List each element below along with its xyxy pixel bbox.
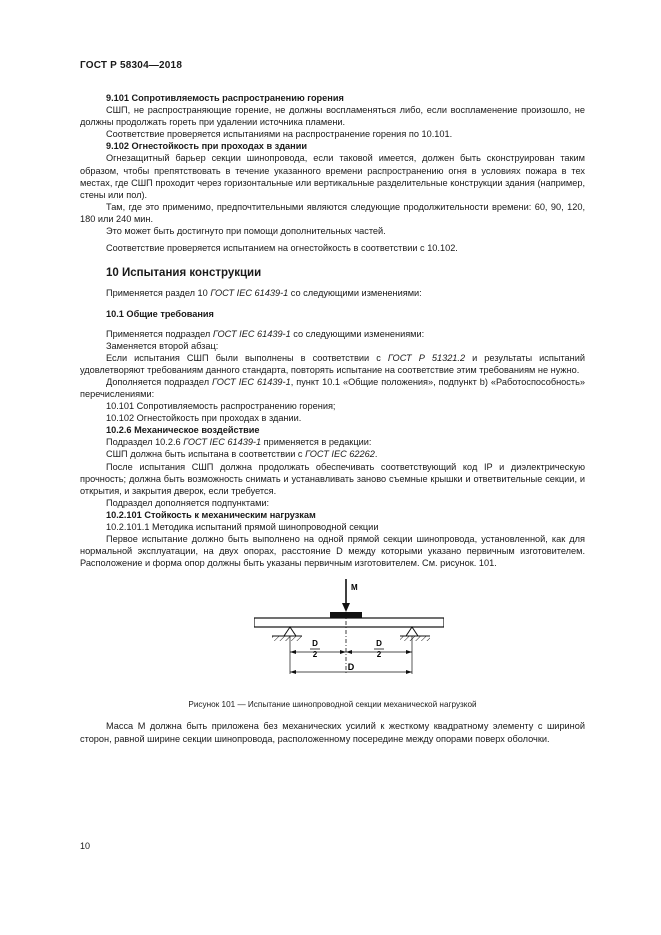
- figure-caption: Рисунок 101 — Испытание шинопроводной секции механической нагрузкой: [188, 700, 477, 710]
- heading-9-102: 9.102 Огнестойкость при проходах в здании: [106, 141, 308, 152]
- paragraph: Масса M должна быть приложена без механических усилий к жесткому квадратному элементу с шириной сторон, равной ширине секции шинопровода, расположенному посередине между опорами поверх оболочки.: [80, 721, 585, 744]
- paragraph: СШП, не распространяющие горение, не должны воспламеняться либо, если воспламенение произошло, не должны продолжать гореть при удалении источника пламени.: [80, 105, 585, 128]
- half-d-right-num: D: [376, 639, 382, 649]
- standard-reference: ГОСТ IEC 61439-1: [210, 288, 289, 299]
- right-ground-hatch: [400, 636, 430, 641]
- paragraph: Огнезащитный барьер секции шинопровода, если таковой имеется, должен быть сконструирован таким образом, чтобы препятствовать в течение указанного времени распространению огня в условиях пожара в тех местах, где СШП проходит через горизонтальные или вертикальные разделительные конструкции здания (например, стены или пол).: [80, 153, 585, 200]
- paragraph: Подраздел дополняется подпунктами:: [106, 497, 270, 508]
- paragraph: Первое испытание должно быть выполнено на одной прямой секции шинопровода, установленной, как для нормальной эксплуатации, на двух опорах, расстояние D между которыми указано первичным изготовителем. Расположение и форма опор должны быть указаны первичным изготовителем. См. рисунок. 101.: [80, 534, 585, 569]
- figure-101: [80, 576, 585, 699]
- paragraph: Соответствие проверяется испытаниями на распространение горения по 10.101.: [106, 129, 453, 140]
- left-support: [284, 627, 296, 636]
- list-item: 10.101 Сопротивляемость распространению горения;: [106, 401, 336, 412]
- heading-9-101: 9.101 Сопротивляемость распространению горения: [106, 93, 344, 103]
- section-heading-10: 10 Испытания конструкции: [106, 267, 262, 280]
- paragraph: Подраздел 10.2.6 ГОСТ IEC 61439-1 применяется в редакции:: [106, 437, 372, 448]
- paragraph: Дополняется подраздел ГОСТ IEC 61439-1, пункт 10.1 «Общие положения», подпункт b) «Работоспособность» перечислениями:: [80, 376, 585, 399]
- paragraph: Применяется раздел 10 ГОСТ IEC 61439-1 со следующими изменениями:: [106, 288, 422, 299]
- paragraph: Это может быть достигнуто при помощи дополнительных частей.: [106, 226, 386, 237]
- standard-reference: ГОСТ IEC 61439-1: [183, 437, 262, 448]
- paragraph: Соответствие проверяется испытанием на огнестойкость в соответствии с 10.102.: [106, 243, 458, 254]
- half-d-left-den: 2: [312, 650, 318, 660]
- standard-reference: ГОСТ Р 51321.2: [387, 352, 466, 363]
- load-arrow-head: [342, 603, 350, 612]
- busbar-section: [254, 618, 444, 627]
- list-item: 10.102 Огнестойкость при проходах в здании.: [106, 413, 302, 424]
- paragraph: Заменяется второй абзац:: [106, 340, 219, 351]
- paragraph: Если испытания СШП были выполнены в соответствии с ГОСТ Р 51321.2 и результаты испытаний удовлетворяют требованиям данного стандарта, повторять испытание на соответствие этим требованиям не нужно.: [80, 352, 585, 375]
- heading-10-1: 10.1 Общие требования: [106, 309, 214, 320]
- page-number: 10: [80, 841, 91, 851]
- paragraph: Там, где это применимо, предпочтительными являются следующие продолжительности времени: 60, 90, 120, 180 или 240 мин.: [80, 201, 585, 224]
- paragraph: После испытания СШП должна продолжать обеспечивать соответствующий код IP и диэлектрическую прочность; должна быть возможность снимать и устанавливать заново съемные крышки и ответвительные секции, и открытия, и закрытия дверок, если требуется.: [80, 461, 585, 496]
- document-header: ГОСТ Р 58304—2018: [80, 60, 183, 71]
- standard-reference: ГОСТ IEC 62262: [305, 449, 375, 460]
- paragraph: Применяется подраздел ГОСТ IEC 61439-1 со следующими изменениями:: [106, 328, 425, 339]
- subheading-10-2-101-1: 10.2.101.1 Методика испытаний прямой шинопроводной секции: [106, 522, 379, 532]
- beam-diagram: [254, 576, 444, 698]
- standard-reference: ГОСТ IEC 61439-1: [212, 328, 291, 339]
- half-d-left-num: D: [312, 639, 318, 649]
- page-content: [80, 92, 585, 745]
- right-support: [406, 627, 418, 636]
- heading-10-2-101: 10.2.101 Стойкость к механическим нагрузкам: [106, 509, 316, 520]
- heading-10-2-6: 10.2.6 Механическое воздействие: [106, 425, 260, 436]
- d-label: D: [347, 662, 355, 673]
- left-ground-hatch: [272, 636, 302, 641]
- half-d-right-den: 2: [376, 650, 382, 660]
- paragraph: СШП должна быть испытана в соответствии с ГОСТ IEC 62262.: [106, 449, 378, 460]
- standard-reference: ГОСТ IEC 61439-1: [212, 376, 291, 387]
- mass-label: M: [351, 583, 358, 593]
